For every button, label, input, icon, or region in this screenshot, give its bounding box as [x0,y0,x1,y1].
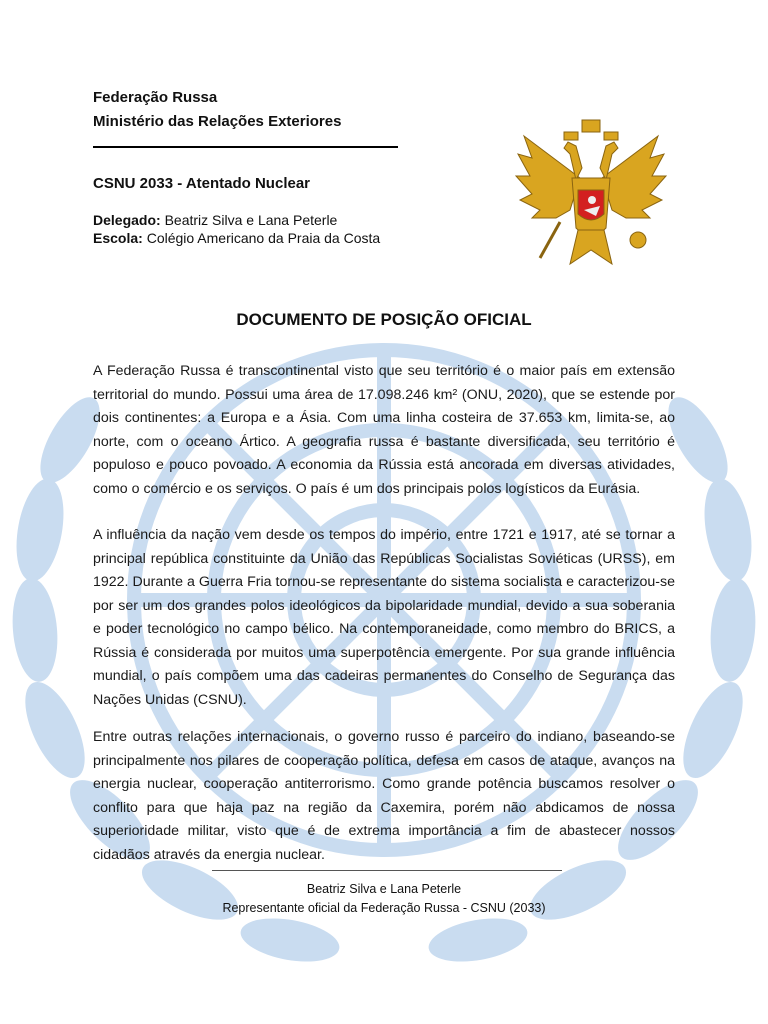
signature-role: Representante oficial da Federação Russa - CSNU (2033) [222,901,546,915]
country-name: Federação Russa [93,89,218,106]
delegate-line [93,211,380,229]
school-line [93,229,380,247]
russian-coat-of-arms-icon [510,118,672,270]
document-title: DOCUMENTO DE POSIÇÃO OFICIAL [236,310,532,329]
committee-title: CSNU 2033 - Atentado Nuclear [93,175,311,192]
school-value: Colégio Americano da Praia da Costa [142,230,381,246]
signature-name: Beatriz Silva e Lana Peterle [306,882,462,896]
school-label: Escola: [93,230,143,246]
header-divider [93,146,398,148]
ministry-name: Ministério das Relações Exteriores [93,113,342,130]
paragraph-2: A influência da nação vem desde os tempos do império, entre 1721 e 1917, até se tornar a principal república constituinte da União das Repúblicas Socialistas Soviéticas (URSS), em 1922. Durante a Guerra Fria tornou-se representante do sistema socialista e caracterizou-se por ser um dos grandes polos ideológicos da bipolaridade mundial, devido a sua soberania e poder tecnológico no campo bélico. Na contemporaneidade, como membro do BRICS, a Rússia é considerada por muitos uma superpotência emergente. Por sua grande influência mundial, o país compõem uma das cadeiras permanentes do Conselho de Segurança das Nações Unidas (CSNU). [93,527,675,708]
sender-block [93,86,341,134]
paragraph-3: Entre outras relações internacionais, o governo russo é parceiro do indiano, baseando-se principalmente nos pilares de cooperação política, defesa em casos de ataque, avanços na energia nuclear, cooperação antiterrorismo. Como grande potência buscamos resolver o conflito para que haja paz na região da Caxemira, porém não abdicamos de nossa superioridade militar, visto que é de extrema importância a fim de abastecer nossos cidadãos através da energia nuclear. [93,729,675,863]
signature-line [212,870,562,871]
delegate-block [93,211,380,247]
delegate-value: Beatriz Silva e Lana Peterle [160,212,338,228]
delegate-label: Delegado: [93,212,161,228]
paragraph-1: A Federação Russa é transcontinental visto que seu território é o maior país em extensão territorial do mundo. Possui uma área de 17.098.246 km² (ONU, 2020), que se estende por dois continentes: a Europa e a Ásia. Com uma linha costeira de 37.653 km, limita-se, ao norte, com o oceano Ártico. A geografia russa é bastante diversificada, seu território é populoso e pouco povoado. A economia da Rússia está ancorada em diversas atividades, como o comércio e os serviços. O país é um dos principais polos logísticos da Eurásia. [93,363,675,497]
